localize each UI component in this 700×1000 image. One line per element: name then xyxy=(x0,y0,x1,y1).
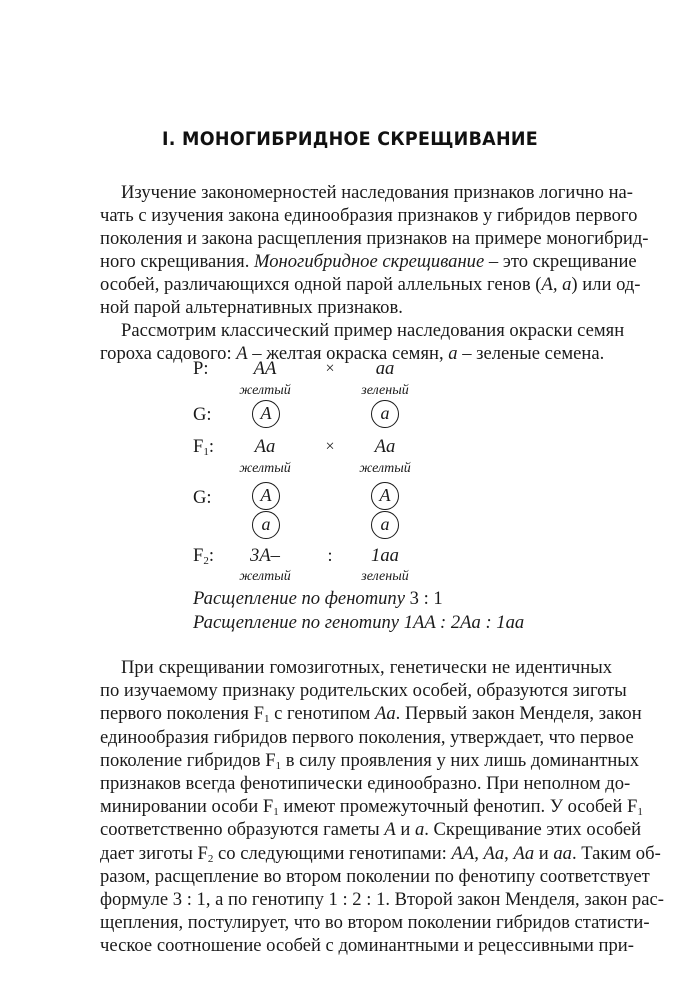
generation-label-f2 xyxy=(193,545,214,567)
text-line: чать с изучения закона единообразия признаков у гибридов первого xyxy=(100,205,638,226)
text-line: ной парой альтернативных признаков. xyxy=(100,297,403,318)
generation-label-g: G: xyxy=(193,487,212,508)
text-line: соответственно образуются гаметы A и a. Скрещивание этих особей xyxy=(100,819,642,841)
text-line xyxy=(100,250,637,273)
text-line: поколения и закона расщепления признаков на примере моногибрид- xyxy=(100,228,649,249)
gamete-circle: A xyxy=(371,482,399,510)
phenotype-caption: желтый xyxy=(239,569,291,584)
genotype-symbol: aa xyxy=(553,842,572,864)
generation-symbol: $F_1$ xyxy=(627,796,643,819)
split-value: 3 : 1 xyxy=(409,588,443,609)
text-line: формуле 3 : 1, а по генотипу 1 : 2 : 1. Второй закон Менделя, закон рас- xyxy=(100,889,664,910)
text-line: по изучаемому признаку родительских особей, образуются зиготы xyxy=(100,680,627,702)
text-line: первого поколения $F_1$ с генотипом Aa. Первый закон Менделя, закон xyxy=(100,703,642,726)
text-line: разом, расщепление во втором поколении по фенотипу соответствует xyxy=(100,865,650,887)
label-text: F xyxy=(193,545,204,566)
split-label: Расщепление по генотипу xyxy=(193,612,404,633)
split-value: 1AA : 2Aa : 1aa xyxy=(403,612,525,633)
text-line: Изучение закономерностей наследования признаков логично на- xyxy=(121,182,633,203)
genotype-symbol: AA xyxy=(451,842,475,864)
generation-subscript: 1 xyxy=(275,759,282,772)
generation-symbol: $F_1$ xyxy=(253,703,270,726)
generation-subscript: 1 xyxy=(263,713,270,726)
allele-pair: A, a xyxy=(541,274,572,295)
text-run: – желтая окраска семян, xyxy=(247,343,449,364)
genotype-f1-right: Aa xyxy=(374,436,396,457)
label-subscript: 1 xyxy=(203,446,209,458)
phenotype-caption: зеленый xyxy=(361,383,409,398)
generation-subscript: 1 xyxy=(273,806,279,819)
genotype-p-left: AA xyxy=(253,358,277,379)
label-colon: : xyxy=(208,545,215,566)
genotype-f1-left: Aa xyxy=(254,436,276,457)
genotype-symbol: a xyxy=(414,819,425,841)
gamete-circle: a xyxy=(371,400,399,428)
genotype-symbol: Aa xyxy=(375,703,396,725)
allele-dominant: A xyxy=(236,343,248,364)
split-label: Расщепление по фенотипу xyxy=(193,588,410,609)
text-line: поколение гибридов $F_1$ в силу проявления у них лишь доминантных xyxy=(100,749,640,772)
text-run: ного скрещивания. xyxy=(100,251,250,272)
section-title: I. МОНОГИБРИДНОЕ СКРЕЩИВАНИЕ xyxy=(161,128,539,150)
ratio-separator: : xyxy=(327,545,333,565)
cross-sign: × xyxy=(325,360,335,377)
gamete-circle: A xyxy=(252,400,280,428)
label-subscript: 2 xyxy=(203,555,209,567)
generation-subscript: 2 xyxy=(207,852,214,865)
gamete-circle: a xyxy=(252,511,280,539)
term-monohybrid-cross: Моногибридное скрещивание xyxy=(254,251,485,272)
text-run: ) или од- xyxy=(571,274,641,295)
text-line: единообразия гибридов первого поколения, утверждает, что первое xyxy=(100,726,634,748)
genotype-symbol: A xyxy=(384,819,396,841)
text-line: Рассмотрим классический пример наследования окраски семян xyxy=(121,320,625,341)
generation-symbol: $F_1$ xyxy=(265,749,282,772)
text-run: – зеленые семена. xyxy=(457,343,605,364)
text-line: минировании особи $F_1$ имеют промежуточный фенотип. У особей $F_1$ xyxy=(100,796,643,819)
generation-label-f1 xyxy=(193,436,214,458)
text-line: При скрещивании гомозиготных, генетически не идентичных xyxy=(121,657,612,678)
allele-recessive: a xyxy=(448,343,458,364)
genotype-split xyxy=(193,612,524,634)
label-colon: : xyxy=(208,436,215,457)
generation-symbol: $F_1$ xyxy=(262,796,279,819)
phenotype-split xyxy=(193,588,443,610)
generation-subscript: 1 xyxy=(637,806,643,819)
genotype-f2-left: 3A– xyxy=(250,545,280,566)
phenotype-caption: желтый xyxy=(239,383,291,398)
cross-sign: × xyxy=(325,438,335,455)
text-line xyxy=(100,273,641,296)
genotype-p-right: aa xyxy=(375,358,395,379)
phenotype-caption: желтый xyxy=(239,461,291,476)
text-line: щепления, постулирует, что во втором поколении гибридов статисти- xyxy=(100,912,650,934)
gamete-circle: A xyxy=(252,482,280,510)
text-line: признаков всегда фенотипически единообразно. При неполном до- xyxy=(100,773,631,794)
generation-label-g: G: xyxy=(193,404,212,425)
genotype-symbol: Aa xyxy=(483,842,505,864)
text-run: особей, различающихся одной парой аллельных генов ( xyxy=(100,274,542,295)
generation-label-p: P: xyxy=(193,358,209,379)
text-run: гороха садового: xyxy=(100,343,237,364)
gamete-circle: a xyxy=(371,511,399,539)
phenotype-caption: желтый xyxy=(359,461,411,476)
genotype-f2-right: 1aa xyxy=(371,545,399,566)
label-text: F xyxy=(193,436,204,457)
text-run: – это скрещивание xyxy=(488,251,637,272)
genotype-symbol: Aa xyxy=(513,842,535,864)
text-line: дает зиготы $F_2$ со следующими генотипами: AA, Aa, Aa и aa. Таким об- xyxy=(100,842,661,865)
generation-symbol: $F_2$ xyxy=(197,842,214,865)
text-line: ческое соотношение особей с доминантными и рецессивными при- xyxy=(100,935,634,957)
phenotype-caption: зеленый xyxy=(361,569,409,584)
